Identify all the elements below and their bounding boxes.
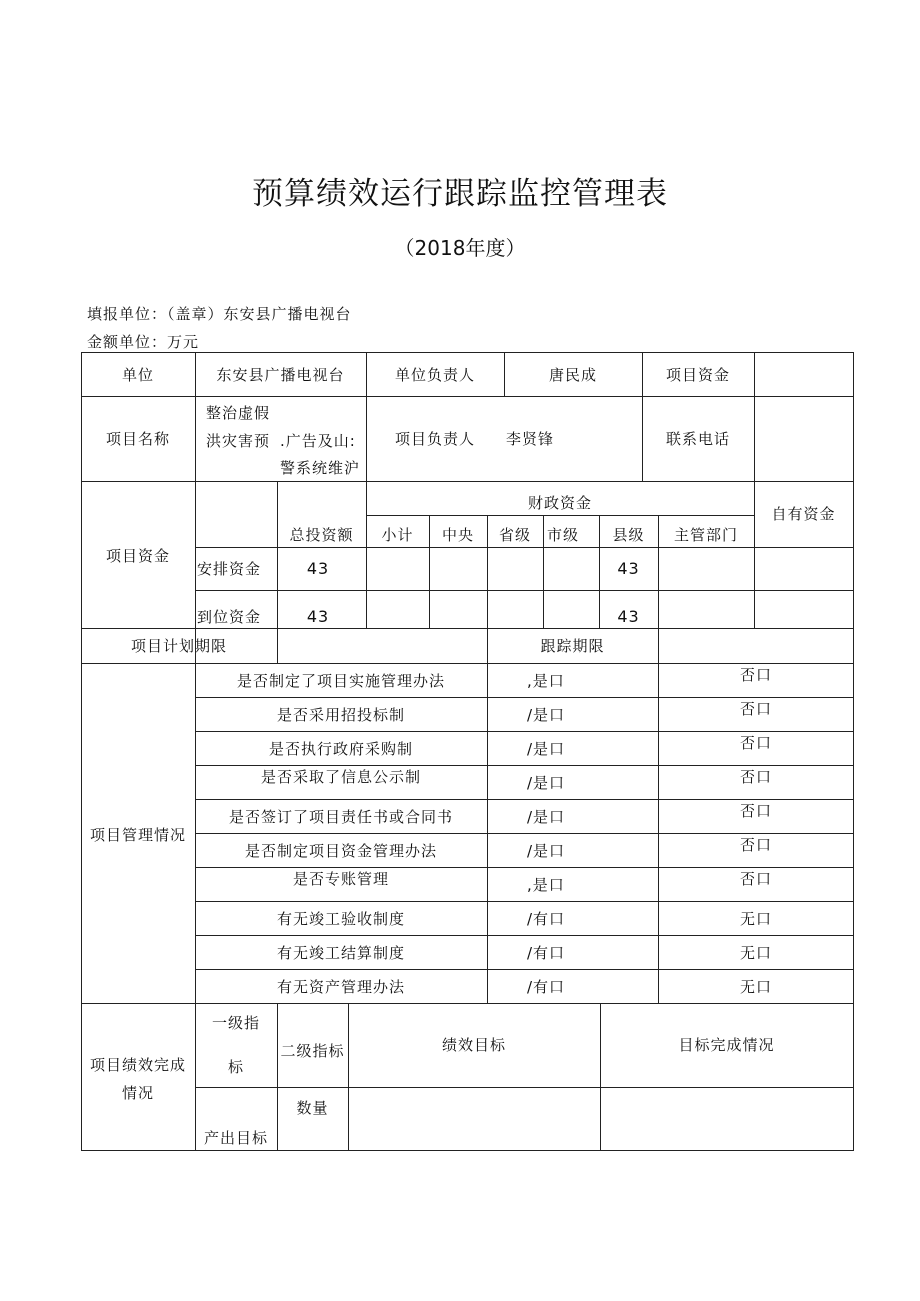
mgmt-yes: ,是口 — [527, 672, 565, 690]
fill-unit: 填报单位：（盖章）东安县广播电视台 — [87, 305, 352, 323]
col-department: 主管部门 — [673, 526, 738, 544]
arranged-county: 43 — [617, 559, 640, 578]
mgmt-question: 有无资产管理办法 — [276, 978, 405, 996]
track-period-label: 跟踪期限 — [540, 637, 605, 655]
project-name-line-3: 警系统维沪 — [280, 459, 361, 477]
mgmt-yes: /有口 — [527, 910, 566, 928]
arranged-total: 43 — [306, 559, 330, 578]
col-city: 市级 — [546, 526, 579, 544]
mgmt-no: 否口 — [740, 836, 773, 854]
unit-label: 单位 — [121, 366, 154, 384]
project-fund-label: 项目资金 — [665, 366, 730, 384]
col-subtotal: 小计 — [381, 526, 414, 544]
quantity-label: 数量 — [296, 1099, 329, 1117]
arrived-county: 43 — [617, 607, 640, 626]
funds-section-label: 项目资金 — [105, 547, 170, 565]
phone-label: 联系电话 — [665, 430, 730, 448]
mgmt-yes: /是口 — [527, 808, 566, 826]
arrived-funds-label: 到位资金 — [197, 608, 262, 626]
mgmt-yes: /有口 — [527, 978, 566, 996]
mgmt-question: 是否采用招投标制 — [276, 706, 405, 724]
management-section-label: 项目管理情况 — [89, 826, 186, 844]
performance-section-label-2: 情况 — [121, 1084, 154, 1102]
self-funds-label: 自有资金 — [771, 505, 836, 523]
project-leader-value: 李贤锋 — [506, 430, 555, 448]
target-completion: 目标完成情况 — [678, 1036, 775, 1054]
mgmt-no: 无口 — [740, 944, 773, 962]
arrived-total: 43 — [306, 607, 330, 626]
mgmt-question: 是否专账管理 — [292, 870, 389, 888]
mgmt-no: 无口 — [740, 978, 773, 996]
project-name-label: 项目名称 — [105, 430, 170, 448]
money-unit: 金额单位：万元 — [87, 333, 200, 351]
page-title: 预算绩效运行跟踪监控管理表 — [252, 176, 668, 212]
unit-head-label: 单位负责人 — [394, 366, 475, 384]
unit-value: 东安县广播电视台 — [216, 366, 345, 384]
mgmt-yes: /是口 — [527, 774, 566, 792]
project-name-extra: .广告及山: — [280, 432, 356, 450]
mgmt-no: 否口 — [740, 768, 773, 786]
mgmt-yes: /是口 — [527, 740, 566, 758]
col-central: 中央 — [441, 526, 474, 544]
mgmt-no: 无口 — [740, 910, 773, 928]
mgmt-question: 有无竣工结算制度 — [276, 944, 405, 962]
project-name-line-2: 洪灾害预 — [206, 432, 271, 450]
performance-section-label-1: 项目绩效完成 — [89, 1056, 186, 1074]
col-province: 省级 — [498, 526, 531, 544]
level1-indicator-line-2: 标 — [227, 1058, 244, 1076]
mgmt-yes: /是口 — [527, 706, 566, 724]
mgmt-question: 是否执行政府采购制 — [268, 740, 413, 758]
mgmt-yes: /是口 — [527, 842, 566, 860]
col-county: 县级 — [612, 526, 645, 544]
mgmt-no: 否口 — [740, 700, 773, 718]
mgmt-question: 有无竣工验收制度 — [276, 910, 405, 928]
mgmt-no: 否口 — [740, 666, 773, 684]
mgmt-question: 是否采取了信息公示制 — [260, 768, 421, 786]
project-name-line-1: 整治虚假 — [206, 404, 271, 422]
mgmt-no: 否口 — [740, 802, 773, 820]
level1-indicator-line-1: 一级指 — [211, 1014, 260, 1032]
unit-head-value: 唐民成 — [548, 366, 597, 384]
mgmt-yes: /有口 — [527, 944, 566, 962]
mgmt-question: 是否签订了项目责任书或合同书 — [228, 808, 453, 826]
mgmt-no: 否口 — [740, 870, 773, 888]
mgmt-yes: ,是口 — [527, 876, 565, 894]
mgmt-question: 是否制定了项目实施管理办法 — [236, 672, 445, 690]
project-leader-label: 项目负责人 — [394, 430, 475, 448]
plan-period-label: 项目计划期限 — [130, 637, 227, 655]
output-target: 产出目标 — [203, 1129, 268, 1147]
performance-target: 绩效目标 — [441, 1036, 506, 1054]
page-subtitle: （2018年度） — [394, 236, 526, 260]
mgmt-question: 是否制定项目资金管理办法 — [244, 842, 437, 860]
fiscal-funds-label: 财政资金 — [527, 494, 592, 512]
arranged-funds-label: 安排资金 — [197, 560, 262, 578]
mgmt-no: 否口 — [740, 734, 773, 752]
level2-indicator: 二级指标 — [280, 1042, 345, 1060]
total-investment-label: 总投资额 — [289, 526, 354, 544]
